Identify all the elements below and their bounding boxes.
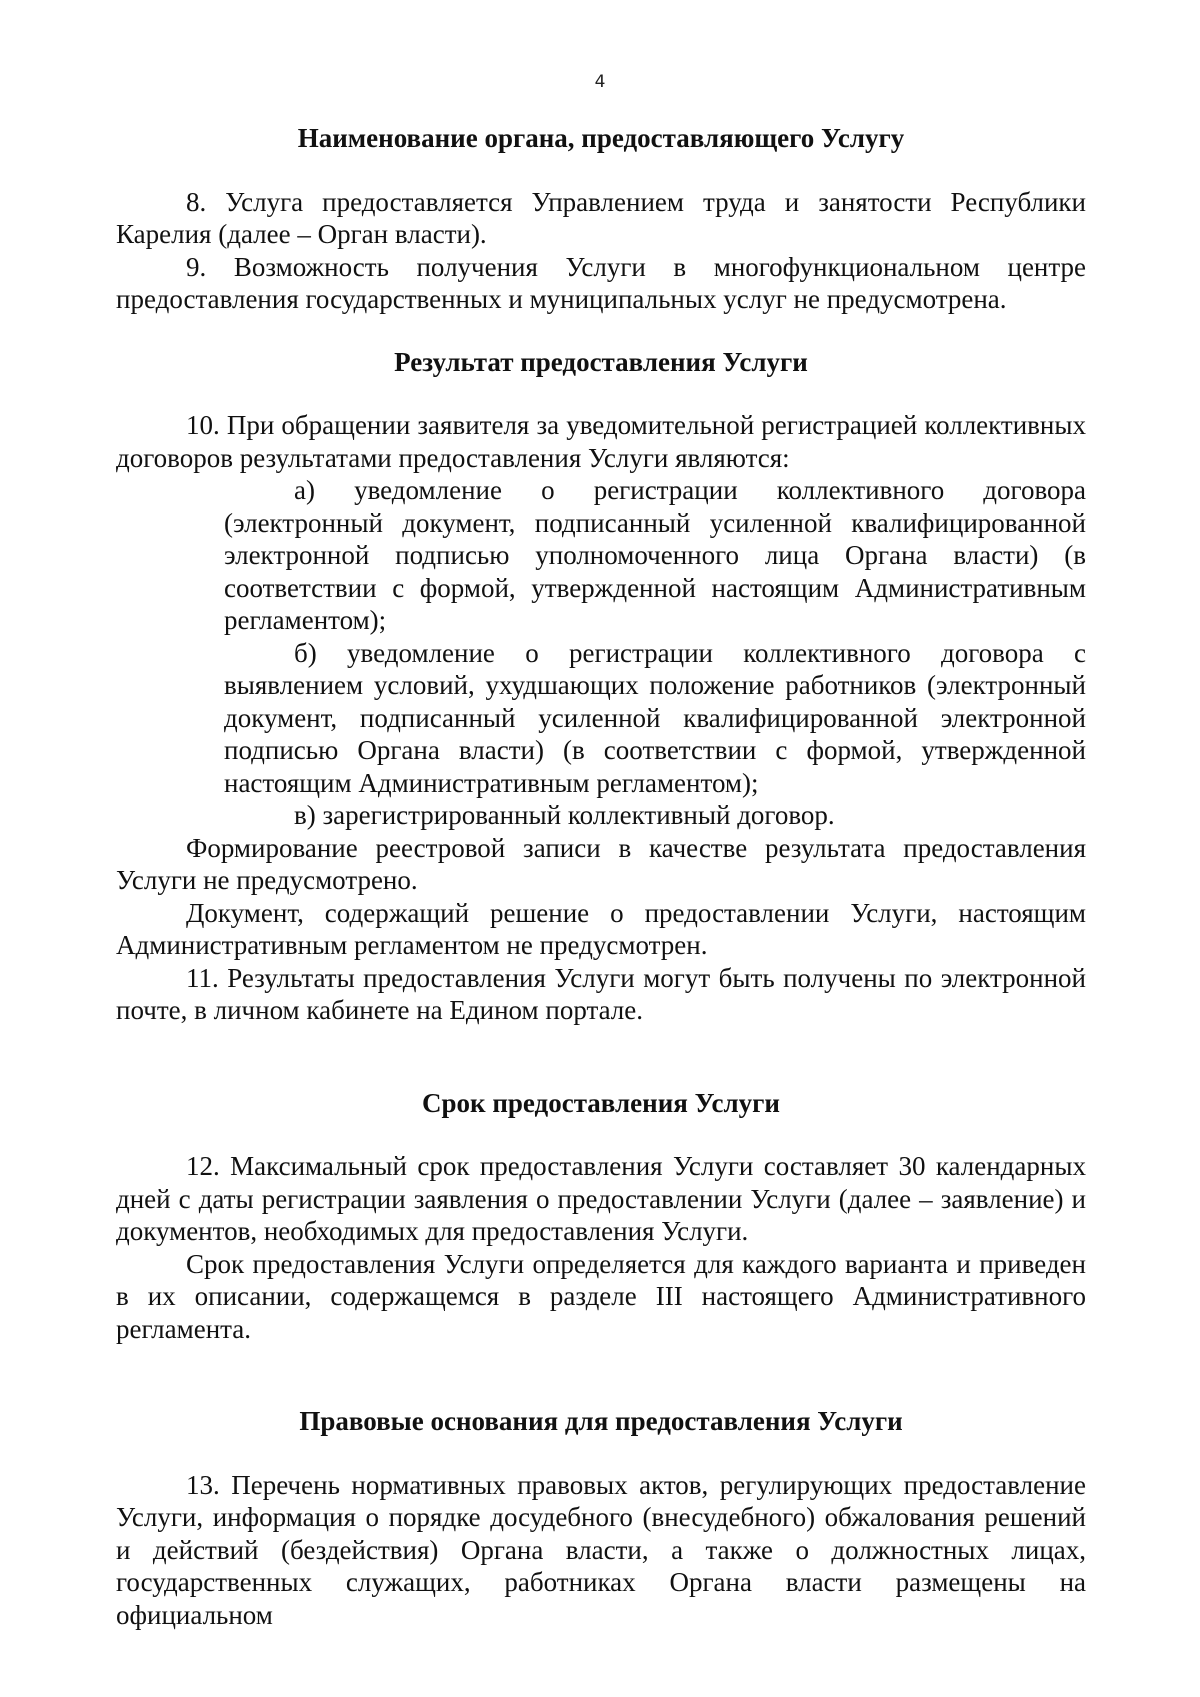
document-body	[116, 122, 1086, 1631]
paragraph-8: 8. Услуга предоставляется Управлением труда и занятости Республики Карелия (далее – Орган власти).	[116, 186, 1086, 249]
paragraph-document: Документ, содержащий решение о предоставлении Услуги, настоящим Административным регламентом не предусмотрен.	[116, 897, 1086, 960]
list-item-c: в) зарегистрированный коллективный договор.	[294, 800, 835, 830]
page-number: 4	[594, 72, 606, 92]
paragraph-10: 10. При обращении заявителя за уведомительной регистрацией коллективных договоров результатами предоставления Услуги являются:	[116, 410, 1086, 473]
section-heading-result: Результат предоставления Услуги	[394, 346, 808, 377]
section-heading-term: Срок предоставления Услуги	[422, 1087, 780, 1118]
paragraph-13: 13. Перечень нормативных правовых актов, регулирующих предоставление Услуги, информация о порядке досудебного (внесудебного) обжалования решений и действий (бездействия) Органа власти, а также о должностных лицах, государственных служащих, работниках Органа власти размещены на официальном	[116, 1469, 1086, 1630]
list-item-a: а) уведомление о регистрации коллективного договора (электронный документ, подписанный усиленной квалифицированной электронной подписью уполномоченного лица Органа власти) (в соответствии с формой, утвержденной настоящим Административным регламентом);	[224, 475, 1086, 635]
paragraph-9: 9. Возможность получения Услуги в многофункциональном центре предоставления государственных и муниципальных услуг не предусмотрена.	[116, 251, 1086, 314]
paragraph-12: 12. Максимальный срок предоставления Услуги составляет 30 календарных дней с даты регистрации заявления о предоставлении Услуги (далее – заявление) и документов, необходимых для предоставления Услуги.	[116, 1151, 1086, 1246]
section-heading-legal-basis: Правовые основания для предоставления Услуги	[299, 1406, 903, 1436]
section-heading-organ: Наименование органа, предоставляющего Услугу	[297, 123, 905, 153]
list-item-b: б) уведомление о регистрации коллективного договора с выявлением условий, ухудшающих положение работников (электронный документ, подписанный усиленной квалифицированной электронной подписью Органа власти) (в соответствии с формой, утвержденной настоящим Административным регламентом);	[224, 637, 1086, 798]
paragraph-registry: Формирование реестровой записи в качестве результата предоставления Услуги не предусмотрено.	[116, 832, 1086, 895]
paragraph-term: Срок предоставления Услуги определяется для каждого варианта и приведен в их описании, содержащемся в разделе III настоящего Административного регламента.	[116, 1248, 1086, 1344]
paragraph-11: 11. Результаты предоставления Услуги могут быть получены по электронной почте, в личном кабинете на Едином портале.	[116, 962, 1086, 1025]
